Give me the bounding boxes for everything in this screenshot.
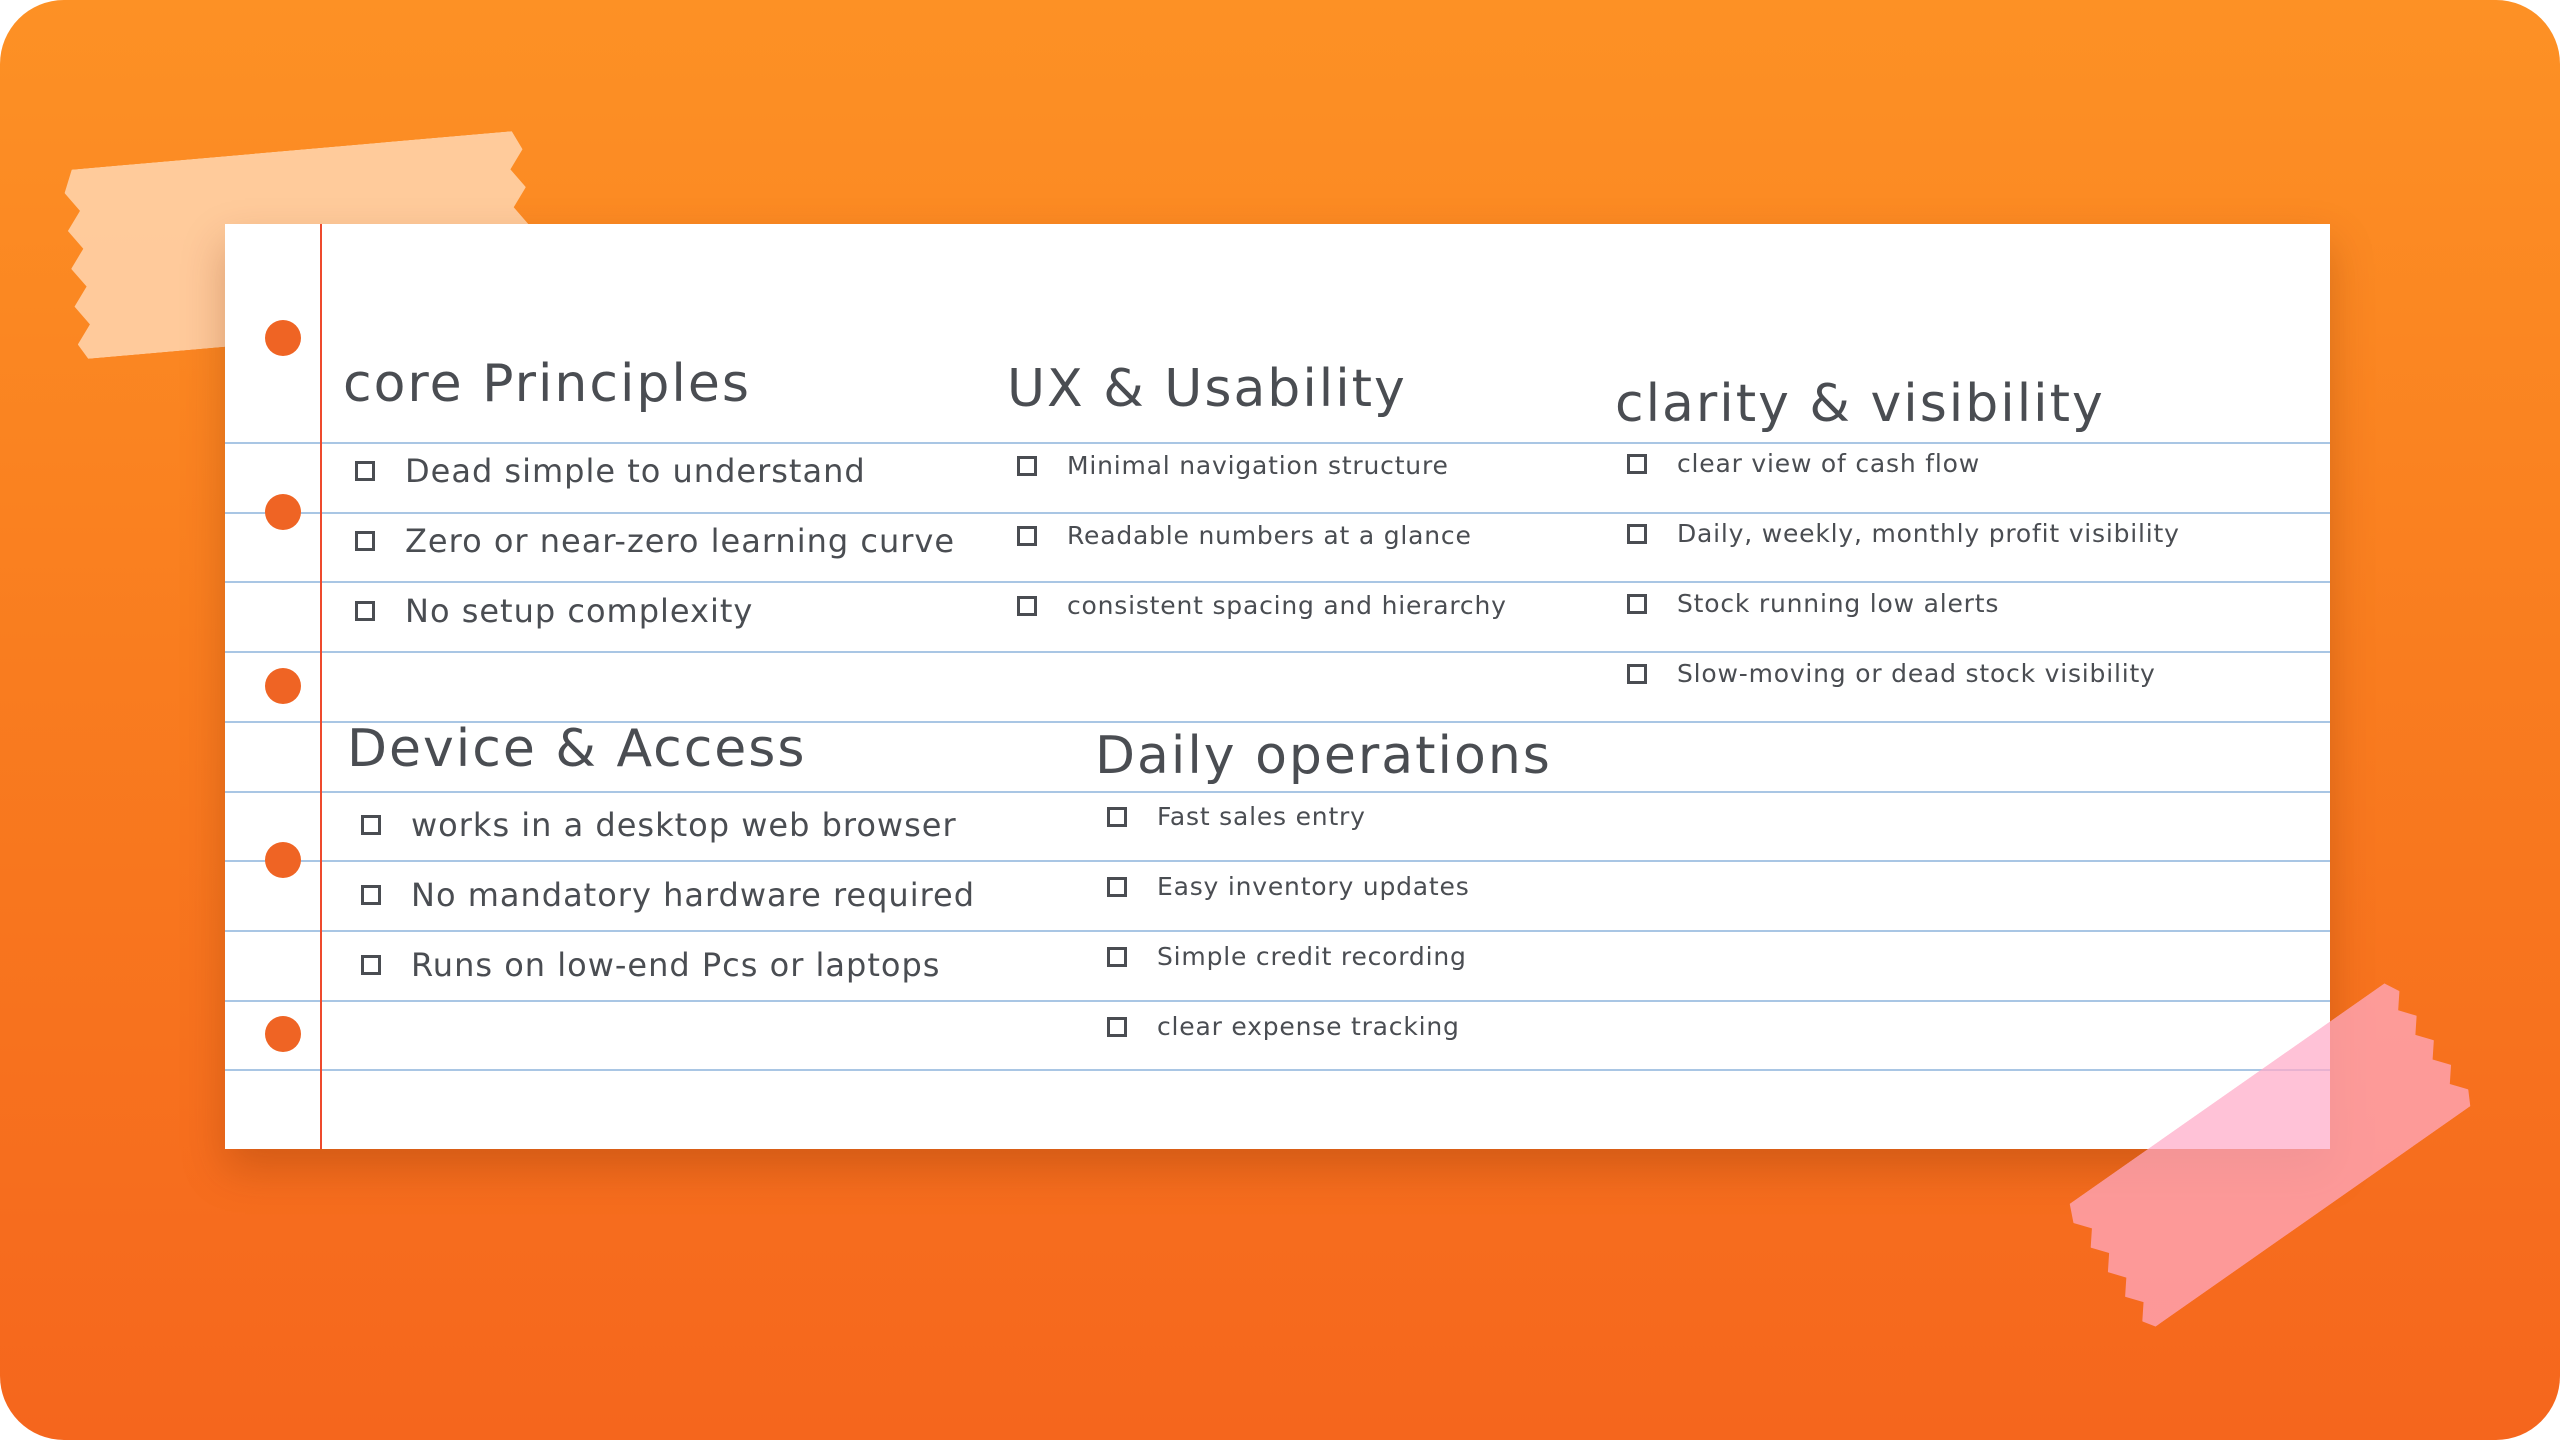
binder-hole — [265, 320, 301, 356]
rule-line — [225, 1069, 2330, 1071]
checklist-item[interactable] — [1017, 521, 1472, 550]
checkbox[interactable] — [1627, 664, 1647, 684]
item-label: No setup complexity — [405, 592, 754, 630]
rule-line — [225, 651, 2330, 653]
checklist-item[interactable] — [361, 876, 975, 914]
rule-line — [225, 930, 2330, 932]
margin-line — [320, 224, 322, 1149]
section-daily-operations — [1095, 726, 1552, 1041]
checklist-item[interactable] — [1627, 659, 2156, 688]
item-label: Simple credit recording — [1157, 942, 1467, 971]
item-label: No mandatory hardware required — [411, 876, 976, 914]
checkbox[interactable] — [355, 601, 375, 621]
section-heading: core Principles — [343, 354, 751, 414]
section-heading: Device & Access — [347, 719, 807, 779]
checkbox[interactable] — [1627, 594, 1647, 614]
section-heading: UX & Usability — [1007, 359, 1407, 419]
item-label: Readable numbers at a glance — [1067, 521, 1472, 550]
rule-line — [225, 860, 2330, 862]
item-label: Zero or near-zero learning curve — [405, 522, 956, 560]
checklist-item[interactable] — [1107, 872, 1470, 901]
section-heading: Daily operations — [1095, 726, 1552, 786]
rule-line — [225, 791, 2330, 793]
binder-hole — [265, 494, 301, 530]
checklist-item[interactable] — [1107, 1012, 1460, 1041]
checkbox[interactable] — [1627, 524, 1647, 544]
checkbox[interactable] — [1627, 454, 1647, 474]
rule-line — [225, 512, 2330, 514]
item-label: works in a desktop web browser — [411, 806, 957, 844]
rule-line — [225, 581, 2330, 583]
checkbox[interactable] — [1107, 1017, 1127, 1037]
notebook-paper — [225, 224, 2330, 1149]
checkbox[interactable] — [355, 461, 375, 481]
checkbox[interactable] — [361, 815, 381, 835]
item-label: Runs on low-end Pcs or laptops — [411, 946, 941, 984]
checklist-item[interactable] — [1017, 591, 1507, 620]
checkbox[interactable] — [1107, 947, 1127, 967]
checklist-item[interactable] — [355, 522, 955, 560]
checkbox[interactable] — [1017, 526, 1037, 546]
binder-hole — [265, 842, 301, 878]
checklist-item[interactable] — [1107, 802, 1366, 831]
checklist-item[interactable] — [361, 946, 940, 984]
section-core-principles — [343, 354, 956, 630]
checkbox[interactable] — [1017, 456, 1037, 476]
section-heading: clarity & visibility — [1615, 374, 2105, 434]
item-label: Stock running low alerts — [1677, 589, 2000, 618]
item-label: Slow-moving or dead stock visibility — [1677, 659, 2156, 688]
item-label: Dead simple to understand — [405, 452, 866, 490]
checklist-item[interactable] — [361, 806, 957, 844]
rule-line — [225, 1000, 2330, 1002]
checkbox[interactable] — [1107, 807, 1127, 827]
checklist-item[interactable] — [1627, 589, 1999, 618]
checklist-item[interactable] — [1627, 519, 2180, 548]
item-label: Daily, weekly, monthly profit visibility — [1677, 519, 2180, 548]
item-label: clear expense tracking — [1157, 1012, 1460, 1041]
checklist-item[interactable] — [355, 452, 866, 490]
item-label: Fast sales entry — [1157, 802, 1366, 831]
checklist-item[interactable] — [1627, 449, 1980, 478]
checkbox[interactable] — [1017, 596, 1037, 616]
checklist-item[interactable] — [1107, 942, 1467, 971]
section-clarity-visibility — [1615, 374, 2180, 688]
checkbox[interactable] — [1107, 877, 1127, 897]
section-ux-usability — [1007, 359, 1507, 620]
checklist-item[interactable] — [355, 592, 753, 630]
checkbox[interactable] — [361, 885, 381, 905]
binder-hole — [265, 668, 301, 704]
binder-hole — [265, 1016, 301, 1052]
checkbox[interactable] — [361, 955, 381, 975]
checklist-item[interactable] — [1017, 451, 1449, 480]
item-label: consistent spacing and hierarchy — [1067, 591, 1507, 620]
rule-line — [225, 442, 2330, 444]
checkbox[interactable] — [355, 531, 375, 551]
item-label: Easy inventory updates — [1157, 872, 1470, 901]
section-device-access — [347, 719, 976, 984]
item-label: clear view of cash flow — [1677, 449, 1980, 478]
item-label: Minimal navigation structure — [1067, 451, 1449, 480]
